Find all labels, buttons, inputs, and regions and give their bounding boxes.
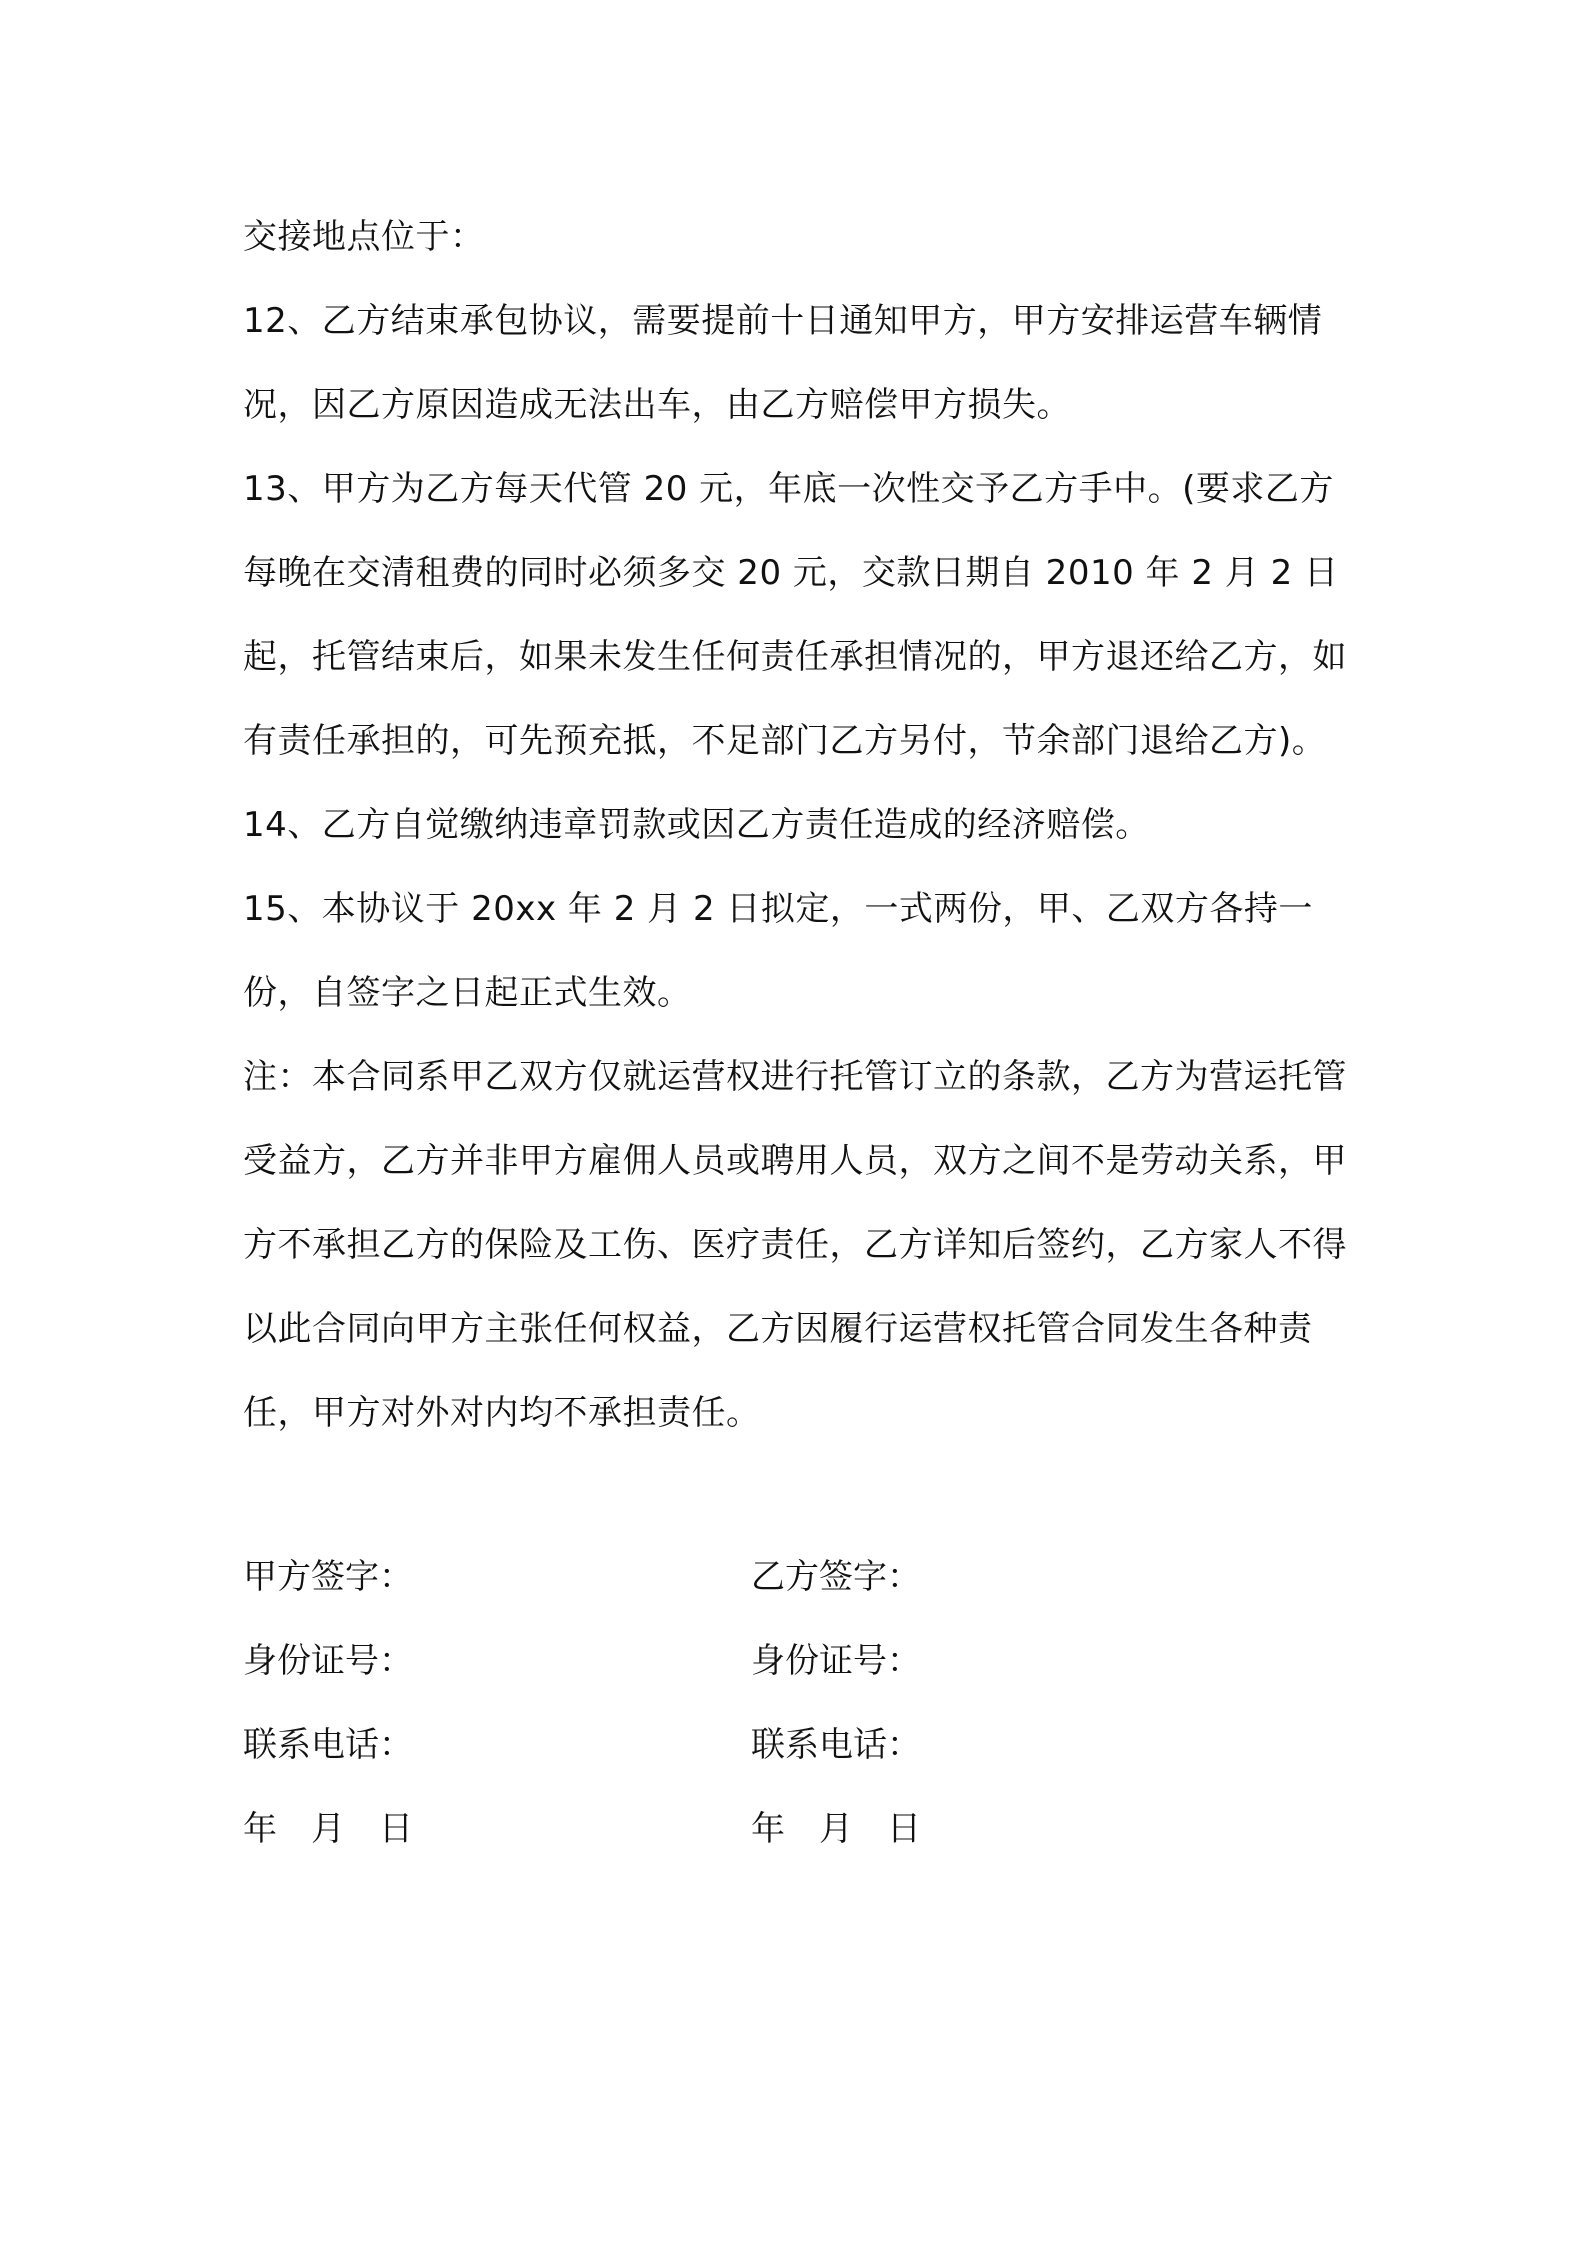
- party-a-id-label: 身份证号：: [243, 1641, 413, 1681]
- signature-row: [243, 1535, 1358, 1619]
- party-b-date-label: 年 月 日: [751, 1809, 921, 1849]
- party-a-sign-label: 甲方签字：: [243, 1557, 413, 1597]
- contract-body: [243, 195, 1358, 1455]
- party-a-phone-label: 联系电话：: [243, 1725, 413, 1765]
- clause-13: 13、甲方为乙方每天代管 20 元，年底一次性交予乙方手中。(要求乙方每晚在交清租费的同时必须多交 20 元，交款日期自 2010 年 2 月 2 日起，托管结束后，如果未发生任何责任承担情况的，甲方退还给乙方，如有责任承担的，可先预充抵，不足部门乙方另付，节余部门退给乙方)。: [243, 469, 1347, 761]
- clause-14: 14、乙方自觉缴纳违章罚款或因乙方责任造成的经济赔偿。: [243, 805, 1150, 845]
- clause-12: 12、乙方结束承包协议，需要提前十日通知甲方，甲方安排运营车辆情况，因乙方原因造成无法出车，由乙方赔偿甲方损失。: [243, 301, 1323, 425]
- party-b-id-label: 身份证号：: [751, 1641, 921, 1681]
- phone-row: [243, 1703, 1358, 1787]
- party-a-date-label: 年 月 日: [243, 1809, 413, 1849]
- party-b-phone-label: 联系电话：: [751, 1725, 921, 1765]
- date-row: [243, 1787, 1358, 1871]
- clause-15: 15、本协议于 20xx 年 2 月 2 日拟定，一式两份，甲、乙双方各持一份，自签字之日起正式生效。: [243, 889, 1313, 1013]
- handover-location-line: 交接地点位于：: [243, 217, 485, 257]
- signature-block: [243, 1535, 1358, 1871]
- note-paragraph: 注：本合同系甲乙双方仅就运营权进行托管订立的条款，乙方为营运托管受益方，乙方并非甲方雇佣人员或聘用人员，双方之间不是劳动关系，甲方不承担乙方的保险及工伤、医疗责任，乙方详知后签约，乙方家人不得以此合同向甲方主张任何权益，乙方因履行运营权托管合同发生各种责任，甲方对外对内均不承担责任。: [243, 1057, 1347, 1433]
- party-b-sign-label: 乙方签字：: [751, 1557, 921, 1597]
- id-row: [243, 1619, 1358, 1703]
